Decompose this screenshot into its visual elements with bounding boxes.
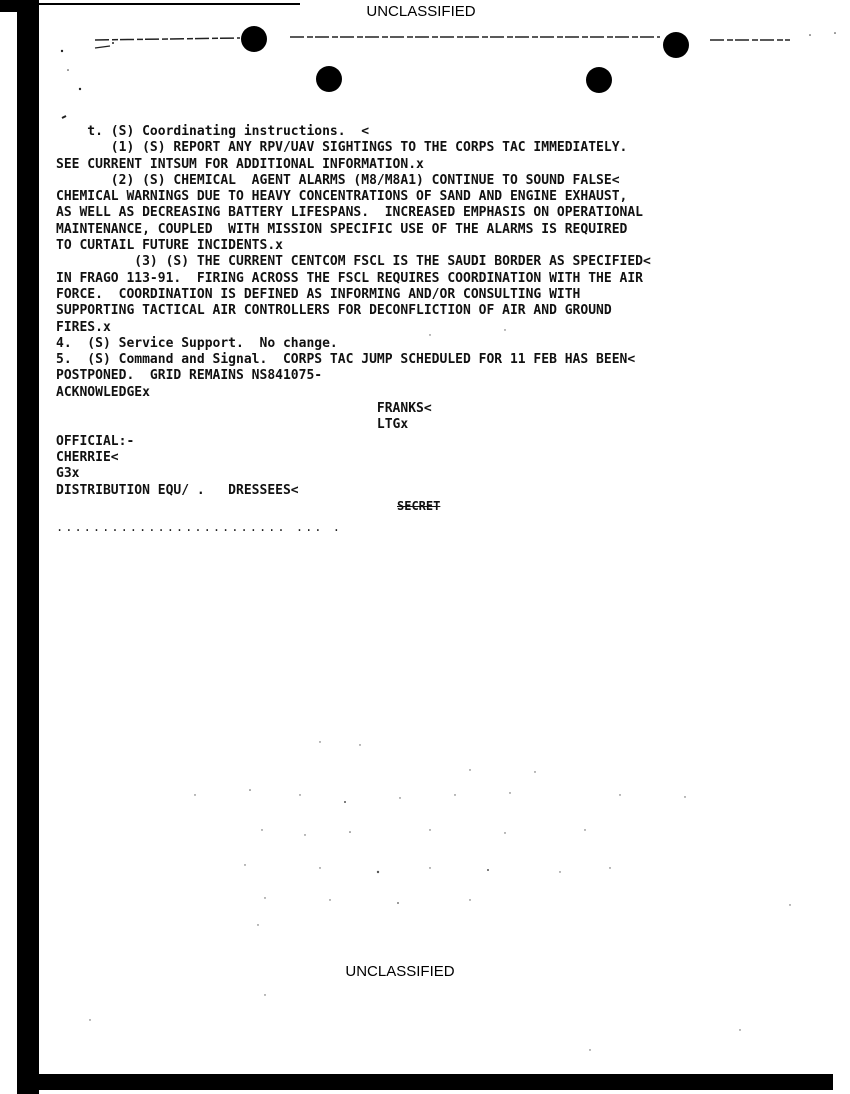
punch-hole-mid-left bbox=[316, 66, 342, 92]
document-line: (3) (S) THE CURRENT CENTCOM FSCL IS THE SAUDI BORDER AS SPECIFIED< bbox=[56, 254, 651, 270]
document-line: G3x bbox=[56, 466, 80, 482]
document-line: 5. (S) Command and Signal. CORPS TAC JUMP SCHEDULED FOR 11 FEB HAS BEEN< bbox=[56, 352, 636, 368]
struck-classification: SECRET bbox=[397, 499, 441, 513]
document-line: t. (S) Coordinating instructions. < bbox=[56, 124, 370, 139]
classification-top: UNCLASSIFIED bbox=[366, 3, 476, 20]
document-line: 4. (S) Service Support. No change. bbox=[56, 335, 338, 351]
document-line: POSTPONED. GRID REMAINS NS841075- bbox=[56, 368, 323, 384]
document-line: LTGx bbox=[56, 417, 409, 433]
punch-hole-top-left bbox=[241, 26, 267, 52]
punch-hole-mid-right bbox=[586, 67, 612, 93]
document-line: IN FRAGO 113-91. FIRING ACROSS THE FSCL REQUIRES COORDINATION WITH THE AIR bbox=[56, 270, 643, 286]
document-line: FRANKS< bbox=[56, 401, 432, 417]
document-line: DISTRIBUTION EQU/ . DRESSEES< bbox=[56, 482, 299, 498]
document-line: CHERRIE< bbox=[56, 449, 119, 465]
punch-hole-top-right bbox=[663, 32, 689, 58]
document-line: CHEMICAL WARNINGS DUE TO HEAVY CONCENTRATIONS OF SAND AND ENGINE EXHAUST, bbox=[56, 189, 628, 205]
classification-bottom: UNCLASSIFIED bbox=[345, 963, 455, 980]
document-line: (2) (S) CHEMICAL AGENT ALARMS (M8/M8A1) CONTINUE TO SOUND FALSE< bbox=[56, 172, 620, 188]
document-line: TO CURTAIL FUTURE INCIDENTS.x bbox=[56, 238, 283, 254]
document-line: MAINTENANCE, COUPLED WITH MISSION SPECIFIC USE OF THE ALARMS IS REQUIRED bbox=[56, 221, 628, 237]
document-line: ACKNOWLEDGEx bbox=[56, 384, 150, 400]
document-line: AS WELL AS DECREASING BATTERY LIFESPANS. INCREASED EMPHASIS ON OPERATIONAL bbox=[56, 205, 643, 221]
document-line: OFFICIAL:- bbox=[56, 433, 135, 449]
document-line: SUPPORTING TACTICAL AIR CONTROLLERS FOR DECONFLICTION OF AIR AND GROUND bbox=[56, 303, 612, 319]
document-body bbox=[56, 124, 816, 499]
document-line: (1) (S) REPORT ANY RPV/UAV SIGHTINGS TO THE CORPS TAC IMMEDIATELY. bbox=[56, 140, 628, 156]
document-line: SEE CURRENT INTSUM FOR ADDITIONAL INFORMATION.x bbox=[56, 156, 424, 172]
document-line: FORCE. COORDINATION IS DEFINED AS INFORMING AND/OR CONSULTING WITH bbox=[56, 286, 581, 302]
trailing-dots: ......................... ... . bbox=[56, 520, 342, 534]
document-line: FIRES.x bbox=[56, 319, 111, 335]
